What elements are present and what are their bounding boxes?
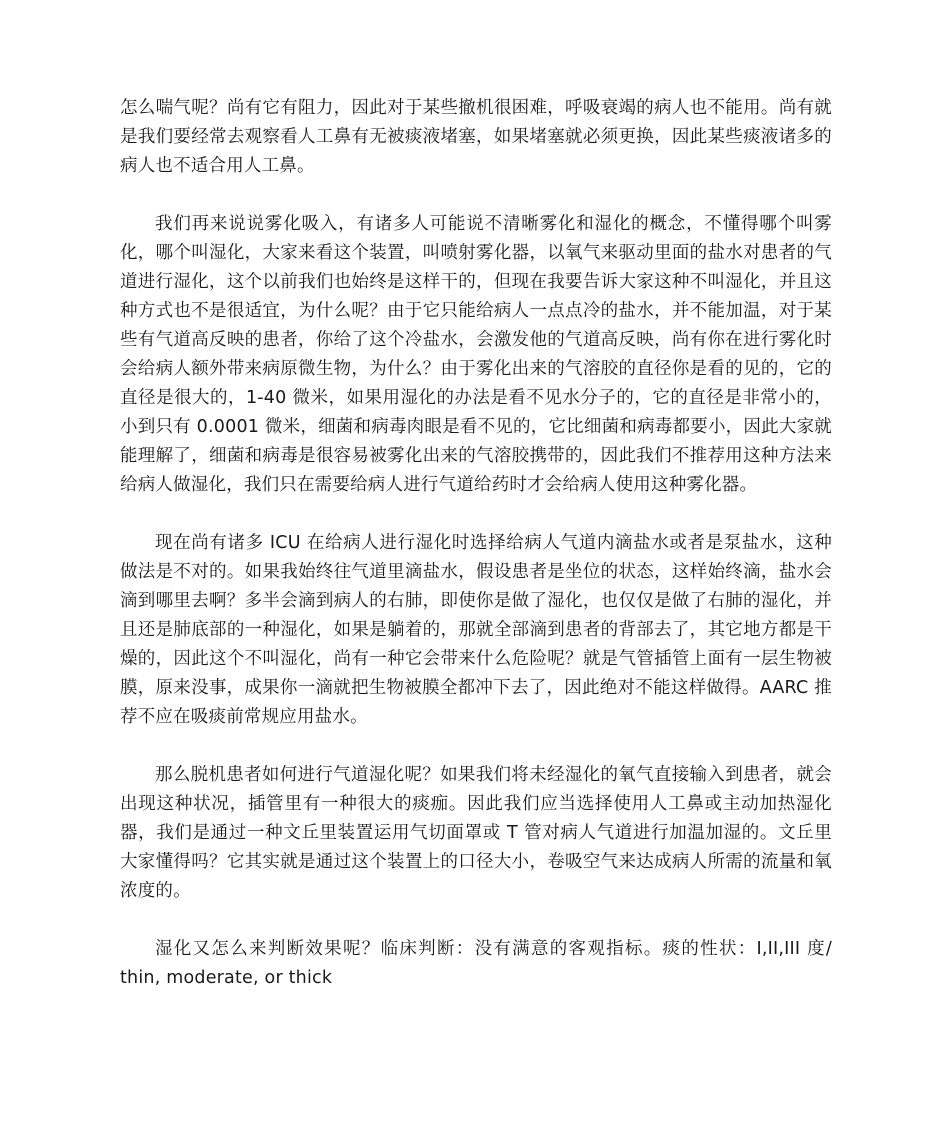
paragraph-saline-instillation: 现在尚有诸多 ICU 在给病人进行湿化时选择给病人气道内滴盐水或者是泵盐水，这种做法是不对的。如果我始终往气道里滴盐水，假设患者是坐位的状态，这样始终滴，盐水会滴到哪里去啊？多半会滴到病人的右肺，即使你是做了湿化，也仅仅是做了右肺的湿化，并且还是肺底部的一种湿化，如果是躺着的，那就全部滴到患者的背部去了，其它地方都是干燥的，因此这个不叫湿化，尚有一种它会带来什么危险呢？就是气管插管上面有一层生物被膜，原来没事，成果你一滴就把生物被膜全都冲下去了，因此绝对不能这样做得。AARC 推荐不应在吸痰前常规应用盐水。 [120,533,832,727]
document-page [120,94,832,1022]
paragraph-weaning-humidification: 那么脱机患者如何进行气道湿化呢？如果我们将未经湿化的氧气直接输入到患者，就会出现这种状况，插管里有一种很大的痰痂。因此我们应当选择使用人工鼻或主动加热湿化器，我们是通过一种文丘里装置运用气切面罩或 T 管对病人气道进行加温加湿的。文丘里大家懂得吗？它其实就是通过这个装置上的口径大小，卷吸空气来达成病人所需的流量和氧浓度的。 [120,765,832,901]
paragraph-nebulization: 我们再来说说雾化吸入，有诸多人可能说不清晰雾化和湿化的概念，不懂得哪个叫雾化，哪个叫湿化，大家来看这个装置，叫喷射雾化器，以氧气来驱动里面的盐水对患者的气道进行湿化，这个以前我们也始终是这样干的，但现在我要告诉大家这种不叫湿化，并且这种方式也不是很适宜，为什么呢？由于它只能给病人一点点冷的盐水，并不能加温，对于某些有气道高反映的患者，你给了这个冷盐水，会激发他的气道高反映，尚有你在进行雾化时会给病人额外带来病原微生物，为什么？由于雾化出来的气溶胶的直径你是看的见的，它的直径是很大的，1-40 微米，如果用湿化的办法是看不见水分子的，它的直径是非常小的，小到只有 0.0001 微米，细菌和病毒肉眼是看不见的，它比细菌和病毒都要小，因此大家就能理解了，细菌和病毒是很容易被雾化出来的气溶胶携带的，因此我们不推荐用这种方法来给病人做湿化，我们只在需要给病人进行气道给药时才会给病人使用这种雾化器。 [120,214,832,495]
paragraph-artificial-nose: 怎么喘气呢？尚有它有阻力，因此对于某些撤机很困难，呼吸衰竭的病人也不能用。尚有就是我们要经常去观察看人工鼻有无被痰液堵塞，如果堵塞就必须更换，因此某些痰液诸多的病人也不适合用人工鼻。 [120,98,832,176]
paragraph-humidification-assessment: 湿化又怎么来判断效果呢？临床判断：没有满意的客观指标。痰的性状：I,II,III 度/ thin, moderate, or thick [120,939,832,988]
